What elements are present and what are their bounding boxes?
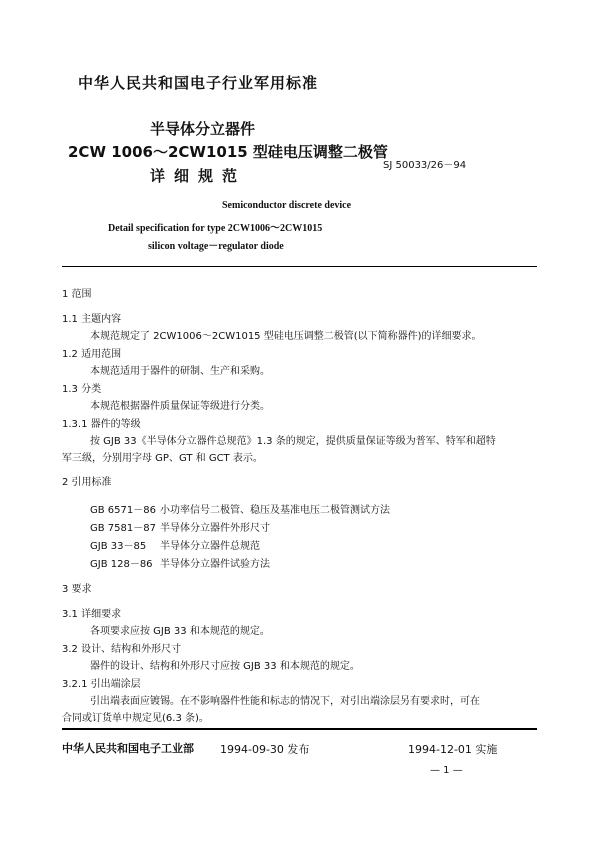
section-1-heading: 1 范围 xyxy=(62,289,92,300)
section-3-heading: 3 要求 xyxy=(62,584,92,595)
section-1-3-1-text-line1: 按 GJB 33《半导体分立器件总规范》1.3 条的规定，提供质量保证等级为普军、特军和超特 xyxy=(90,436,496,447)
english-title-line2: Detail specification for type 2CW1006～2CW1015 xyxy=(108,223,323,234)
bottom-divider xyxy=(62,728,537,730)
section-1-3-heading: 1.3 分类 xyxy=(62,384,102,395)
top-divider xyxy=(62,266,537,267)
effective-date: 1994-12-01 实施 xyxy=(408,743,498,756)
release-date: 1994-09-30 发布 xyxy=(220,743,310,756)
reference-title: 小功率信号二极管、稳压及基准电压二极管测试方法 xyxy=(160,505,390,516)
section-1-1-text: 本规范规定了 2CW1006～2CW1015 型硅电压调整二极管(以下简称器件)的详细要求。 xyxy=(90,331,482,342)
section-3-2-1-text-line1: 引出端表面应镀锡。在不影响器件性能和标志的情况下，对引出端涂层另有要求时，可在 xyxy=(90,696,480,707)
section-3-2-1-text-line2: 合同或订货单中规定见(6.3 条)。 xyxy=(62,713,209,724)
doc-title-line2: 2CW 1006～2CW1015 型硅电压调整二极管 xyxy=(68,143,388,161)
section-3-2-text: 器件的设计、结构和外形尺寸应按 GJB 33 和本规范的规定。 xyxy=(90,661,360,672)
section-1-3-1-heading: 1.3.1 器件的等级 xyxy=(62,419,141,430)
section-1-2-heading: 1.2 适用范围 xyxy=(62,349,122,360)
section-1-2-text: 本规范适用于器件的研制、生产和采购。 xyxy=(90,366,270,377)
section-3-1-text: 各项要求应按 GJB 33 和本规范的规定。 xyxy=(90,626,270,637)
section-3-2-1-heading: 3.2.1 引出端涂层 xyxy=(62,679,141,690)
doc-title-line1: 半导体分立器件 xyxy=(150,120,256,138)
section-1-3-1-text-line2: 军三级，分别用字母 GP、GT 和 GCT 表示。 xyxy=(62,453,263,464)
english-title-line3: silicon voltage－regulator diode xyxy=(148,241,284,252)
section-2-heading: 2 引用标准 xyxy=(62,477,112,488)
reference-code: GJB 128－86 xyxy=(90,559,153,570)
english-title-line1: Semiconductor discrete device xyxy=(222,200,352,211)
section-1-1-heading: 1.1 主题内容 xyxy=(62,314,122,325)
doc-title-line3: 详细规范 xyxy=(150,167,247,185)
reference-code: GB 6571－86 xyxy=(90,505,156,516)
reference-code: GJB 33－85 xyxy=(90,541,147,552)
reference-title: 半导体分立器件总规范 xyxy=(160,541,260,552)
reference-title: 半导体分立器件外形尺寸 xyxy=(160,523,270,534)
section-1-3-text: 本规范根据器件质量保证等级进行分类。 xyxy=(90,401,270,412)
issuer: 中华人民共和国电子工业部 xyxy=(62,742,194,755)
reference-title: 半导体分立器件试验方法 xyxy=(160,559,270,570)
section-3-2-heading: 3.2 设计、结构和外形尺寸 xyxy=(62,644,182,655)
standard-series-title: 中华人民共和国电子行业军用标准 xyxy=(78,74,319,92)
standard-code: SJ 50033/26－94 xyxy=(383,160,467,171)
page-number: — 1 — xyxy=(430,765,463,776)
section-3-1-heading: 3.1 详细要求 xyxy=(62,609,122,620)
reference-code: GB 7581－87 xyxy=(90,523,156,534)
